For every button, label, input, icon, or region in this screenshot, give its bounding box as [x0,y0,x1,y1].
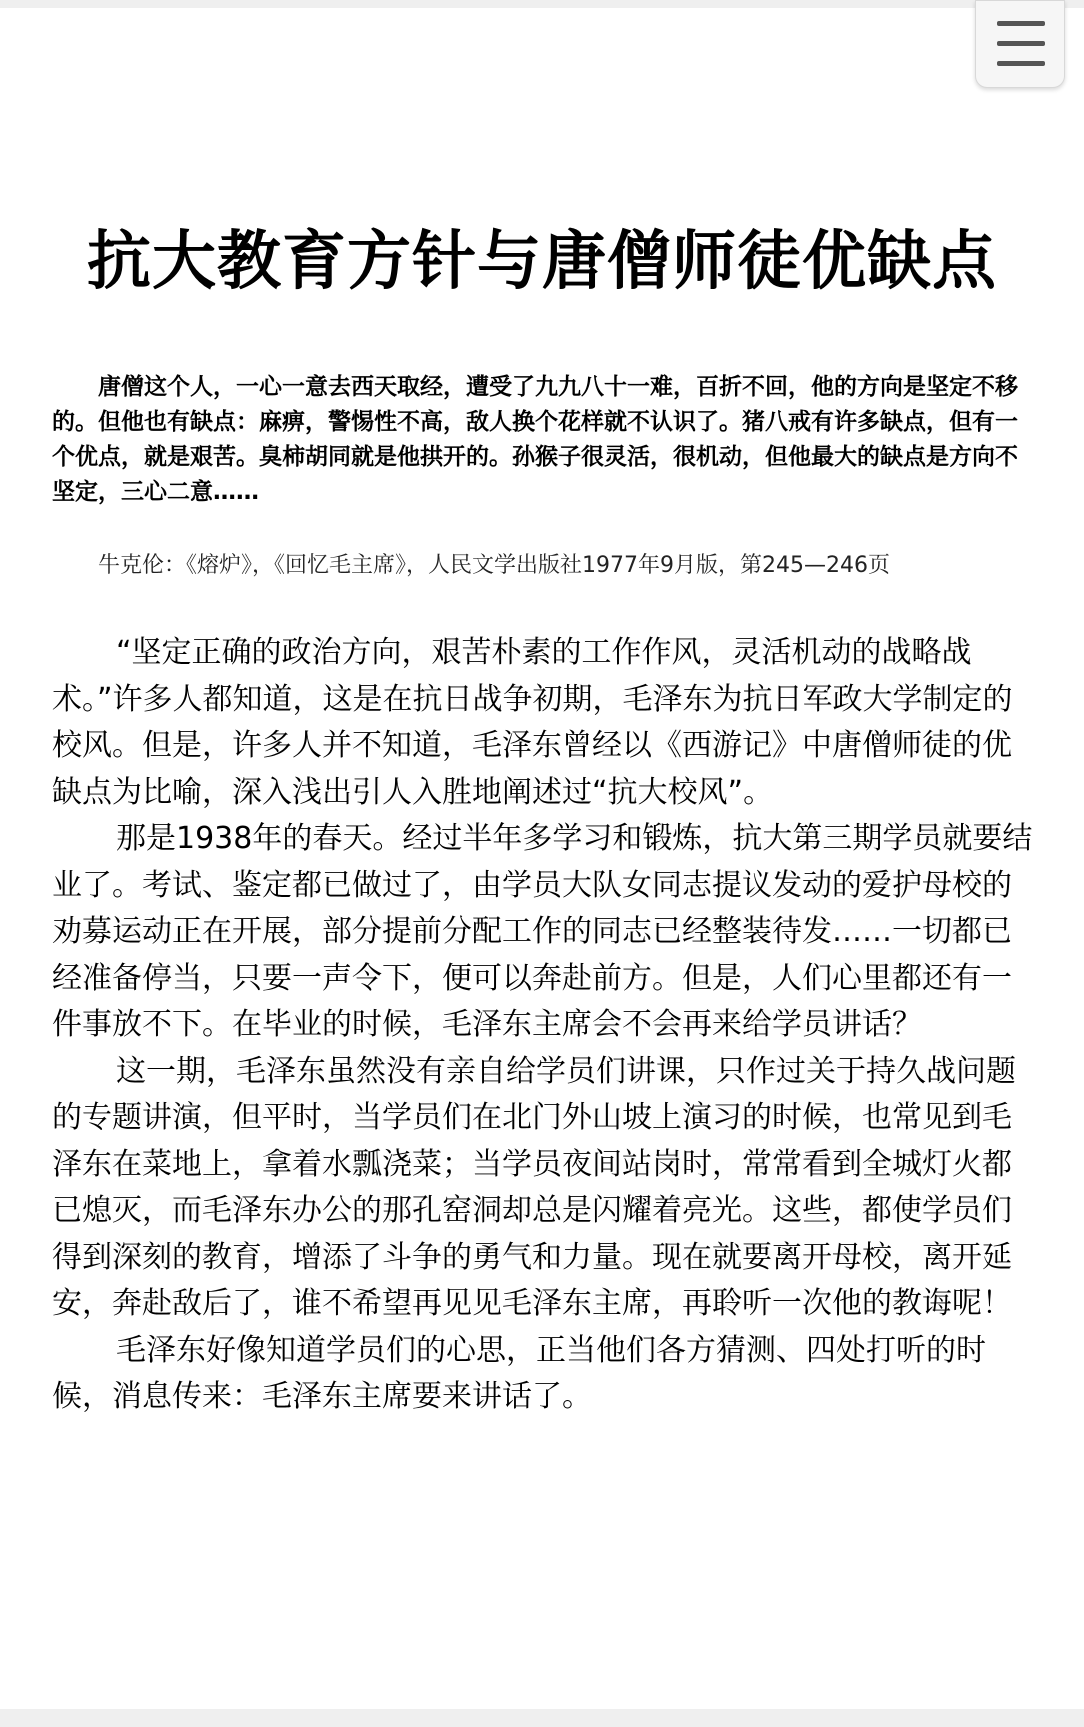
paragraph: 毛泽东好像知道学员们的心思，正当他们各方猜测、四处打听的时候，消息传来：毛泽东主席要来讲话了。 [52,1332,986,1414]
hamburger-menu-icon-bar [997,41,1045,46]
paragraph: 这一期，毛泽东虽然没有亲自给学员们讲课，只作过关于持久战问题的专题讲演，但平时，当学员们在北门外山坡上演习的时候，也常见到毛泽东在菜地上，拿着水瓢浇菜；当学员夜间站岗时，常常看到全城灯火都已熄灭，而毛泽东办公的那孔窑洞却总是闪耀着亮光。这些，都使学员们得到深刻的教育，增添了斗争的勇气和力量。现在就要离开母校，离开延安，奔赴敌后了，谁不希望再见见毛泽东主席，再聆听一次他的教诲呢！ [52,1053,1016,1321]
paragraph: 那是1938年的春天。经过半年多学习和锻炼，抗大第三期学员就要结业了。考试、鉴定都已做过了，由学员大队女同志提议发动的爱护母校的劝募运动正在开展，部分提前分配工作的同志已经整装待发……一切都已经准备停当，只要一声令下，便可以奔赴前方。但是，人们心里都还有一件事放不下。在毕业的时候，毛泽东主席会不会再来给学员讲话？ [52,821,1033,1042]
menu-button[interactable] [975,0,1065,88]
epigraph-quote: 唐僧这个人，一心一意去西天取经，遭受了九九八十一难，百折不回，他的方向是坚定不移的。但他也有缺点：麻痹，警惕性不高，敌人换个花样就不认识了。猪八戒有许多缺点，但有一个优点，就是艰苦。臭柿胡同就是他拱开的。孙猴子很灵活，很机动，但他最大的缺点是方向不坚定，三心二意…… [52,374,1018,505]
hamburger-menu-icon-bar [997,61,1045,66]
paragraph: “坚定正确的政治方向，艰苦朴素的工作作风，灵活机动的战略战术。”许多人都知道，这是在抗日战争初期，毛泽东为抗日军政大学制定的校风。但是，许多人并不知道，毛泽东曾经以《西游记》中唐僧师徒的优缺点为比喻，深入浅出引人入胜地阐述过“抗大校风”。 [52,635,1013,810]
article-body [52,630,1036,1421]
epigraph-source: 牛克伦：《熔炉》，《回忆毛主席》，人民文学出版社1977年9月版，第245—246页 [98,553,890,578]
hamburger-menu-icon [997,21,1045,26]
article-title: 抗大教育方针与唐僧师徒优缺点 [87,225,997,299]
bottom-edge [0,1709,1084,1727]
top-edge [0,0,1084,8]
